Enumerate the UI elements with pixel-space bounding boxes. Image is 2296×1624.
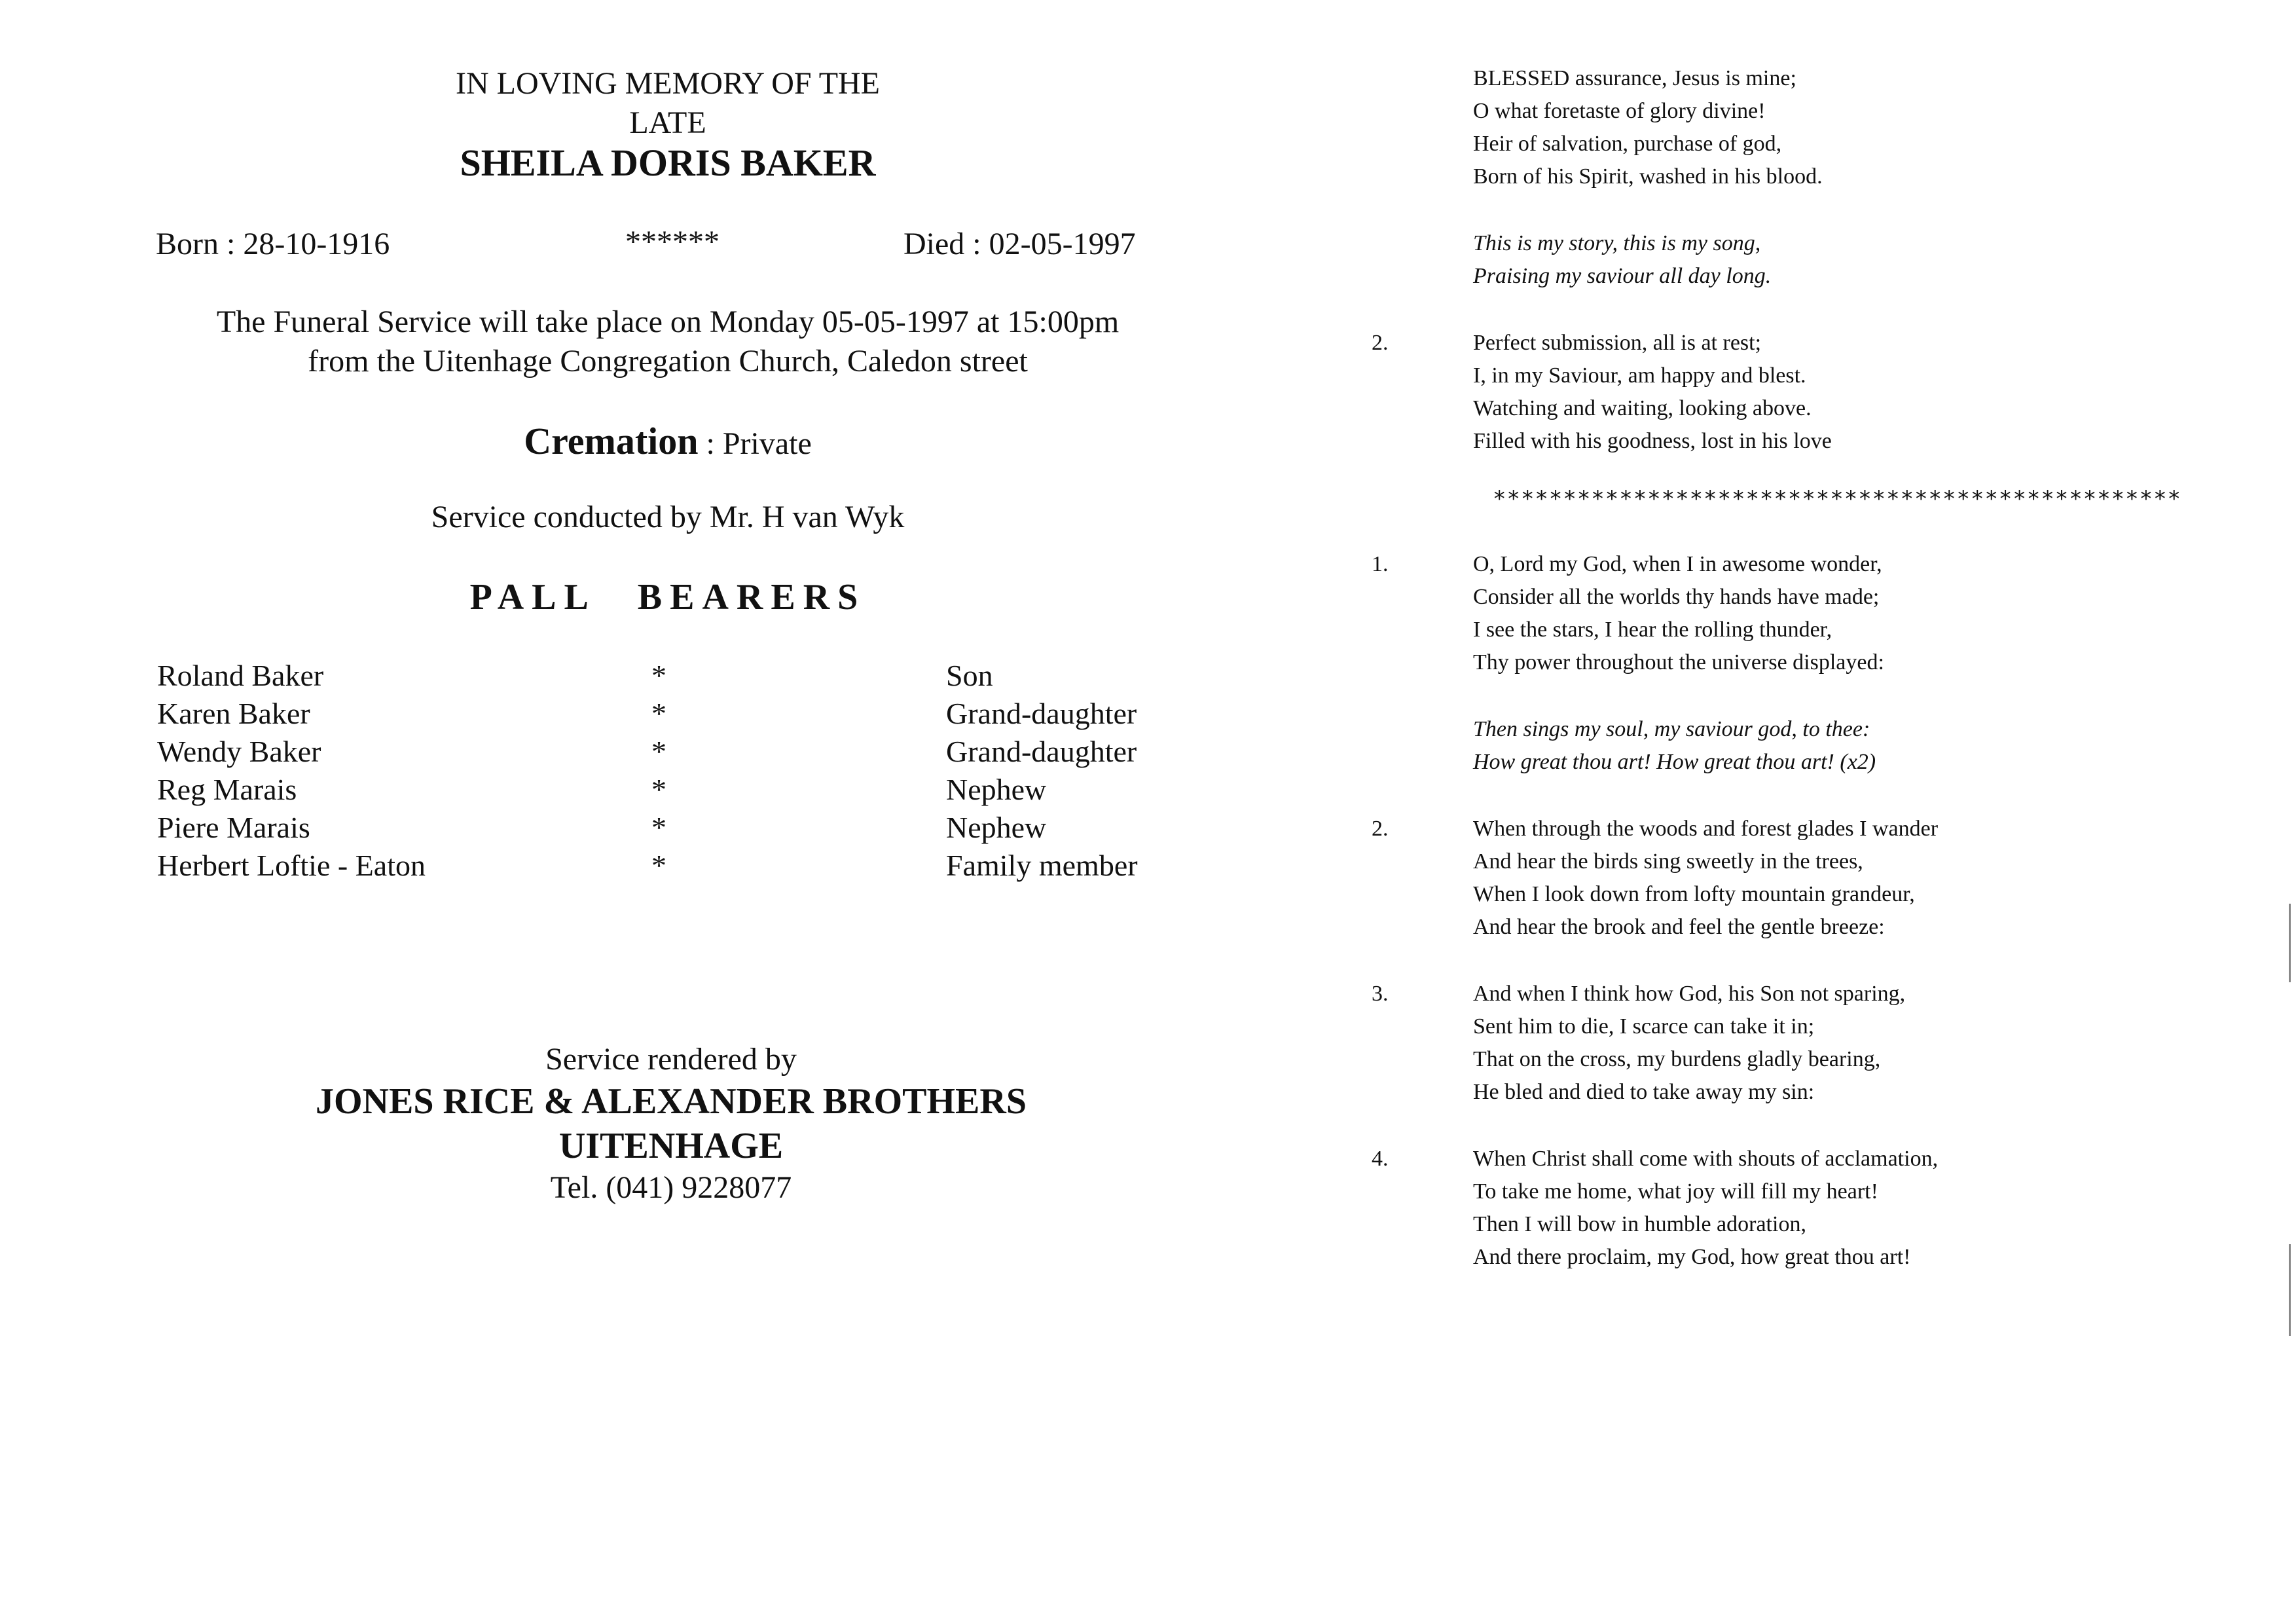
verse-line: Sent him to die, I scarce can take it in; (1473, 1014, 1815, 1039)
pall-bearer-name: Karen Baker (157, 697, 310, 730)
scan-edge-mark (2289, 904, 2291, 982)
verse-line: Consider all the worlds thy hands have made; (1473, 585, 1880, 609)
verse-number: 4. (1372, 1147, 1389, 1171)
verse-line: When I look down from lofty mountain grandeur, (1473, 882, 1915, 906)
memorial-heading-line2: LATE (629, 105, 706, 140)
pall-bearer-separator: * (651, 849, 666, 882)
pall-bearer-separator: * (651, 811, 666, 844)
verse-line: This is my story, this is my song, (1473, 231, 1761, 255)
pall-bearer-separator: * (651, 659, 666, 692)
pall-bearer-name: Herbert Loftie - Eaton (157, 849, 426, 882)
verse-line: That on the cross, my burdens gladly bearing, (1473, 1047, 1881, 1071)
verse-line: O, Lord my God, when I in awesome wonder, (1473, 552, 1882, 576)
service-conducted-by: Service conducted by Mr. H van Wyk (431, 500, 905, 534)
verse-number: 2. (1372, 331, 1389, 355)
undertaker-town: UITENHAGE (558, 1126, 784, 1166)
verse-line: And hear the birds sing sweetly in the trees, (1473, 849, 1863, 874)
hymn-chorus (1362, 713, 2265, 779)
verse-lines (1473, 978, 2265, 1109)
pall-bearer-row (157, 733, 1205, 771)
pall-bearer-name: Roland Baker (157, 659, 324, 692)
hymn-verse (1362, 327, 2265, 458)
hymn-how-great-thou-art (1362, 548, 2265, 1274)
verse-line: He bled and died to take away my sin: (1473, 1080, 1815, 1104)
pall-bearer-row (157, 809, 1205, 847)
hymn-verse (1362, 62, 2265, 193)
dates-separator: ****** (625, 225, 720, 259)
verse-line: And when I think how God, his Son not sparing, (1473, 982, 1906, 1006)
pall-bearer-relation: Nephew (946, 773, 1047, 806)
verse-lines (1473, 1143, 2265, 1274)
verse-line: To take me home, what joy will fill my heart! (1473, 1179, 1878, 1204)
verse-line: Perfect submission, all is at rest; (1473, 331, 1762, 355)
funeral-details (131, 303, 1205, 381)
pall-bearer-relation: Grand-daughter (946, 697, 1137, 730)
verse-lines (1473, 713, 2265, 779)
pall-bearer-relation: Son (946, 659, 993, 692)
verse-line: Born of his Spirit, washed in his blood. (1473, 164, 1823, 189)
pall-bearer-relation: Family member (946, 849, 1138, 882)
born-date: Born : 28-10-1916 (156, 227, 390, 261)
undertaker-name: JONES RICE & ALEXANDER BROTHERS (316, 1081, 1027, 1122)
died-date: Died : 02-05-1997 (903, 227, 1136, 261)
verse-line: When Christ shall come with shouts of acclamation, (1473, 1147, 1939, 1171)
funeral-line1: The Funeral Service will take place on Monday 05-05-1997 at 15:00pm (216, 304, 1120, 339)
undertaker-telephone: Tel. (041) 9228077 (550, 1170, 792, 1205)
pall-bearer-separator: * (651, 735, 666, 768)
verse-line: Thy power throughout the universe displayed: (1473, 650, 1884, 674)
verse-line: And there proclaim, my God, how great thou art! (1473, 1245, 1911, 1269)
cremation-info (275, 419, 1061, 463)
pall-bearer-separator: * (651, 697, 666, 730)
cremation-value: : Private (698, 426, 812, 461)
verse-lines (1473, 227, 2265, 293)
verse-line: O what foretaste of glory divine! (1473, 99, 1766, 123)
hymn-divider: ************************************************* (1493, 486, 2182, 512)
hymns-column (1362, 62, 2265, 1274)
hymn-blessed-assurance (1362, 62, 2265, 458)
verse-line: BLESSED assurance, Jesus is mine; (1473, 66, 1796, 90)
verse-line: Watching and waiting, looking above. (1473, 396, 1812, 420)
pall-bearer-row (157, 657, 1205, 695)
pall-bearer-name: Reg Marais (157, 773, 297, 806)
scan-edge-mark (2289, 1244, 2291, 1336)
verse-line: When through the woods and forest glades I wander (1473, 817, 1939, 841)
verse-line: Then I will bow in humble adoration, (1473, 1212, 1806, 1236)
service-rendered-by: Service rendered by (545, 1042, 797, 1077)
verse-number: 3. (1372, 982, 1389, 1006)
verse-line: Filled with his goodness, lost in his love (1473, 429, 1832, 453)
cremation-label: Cremation (524, 420, 699, 462)
hymn-verse (1362, 978, 2265, 1109)
verse-number: 2. (1372, 817, 1389, 841)
verse-line: How great thou art! How great thou art! (x2) (1473, 750, 1876, 774)
verse-line: I, in my Saviour, am happy and blest. (1473, 363, 1806, 388)
pall-bearer-name: Piere Marais (157, 811, 310, 844)
deceased-name: SHEILA DORIS BAKER (460, 141, 876, 184)
verse-lines (1473, 62, 2265, 193)
verse-line: And hear the brook and feel the gentle breeze: (1473, 915, 1885, 939)
verse-lines (1473, 327, 2265, 458)
pall-bearer-relation: Nephew (946, 811, 1047, 844)
pall-bearers-list (157, 657, 1205, 885)
pall-bearer-name: Wendy Baker (157, 735, 321, 768)
verse-line: Heir of salvation, purchase of god, (1473, 132, 1782, 156)
pall-bearers-heading: PALL BEARERS (469, 577, 866, 618)
verse-line: Then sings my soul, my saviour god, to thee: (1473, 717, 1870, 741)
pall-bearer-relation: Grand-daughter (946, 735, 1137, 768)
hymn-verse (1362, 1143, 2265, 1274)
pall-bearer-row (157, 847, 1205, 885)
memorial-heading-line1: IN LOVING MEMORY OF THE (456, 66, 880, 101)
funeral-line2: from the Uitenhage Congregation Church, Caledon street (308, 344, 1028, 378)
hymn-verse (1362, 813, 2265, 944)
verse-lines (1473, 813, 2265, 944)
pall-bearer-row (157, 695, 1205, 733)
verse-line: I see the stars, I hear the rolling thunder, (1473, 618, 1832, 642)
hymn-verse (1362, 548, 2265, 679)
pall-bearer-separator: * (651, 773, 666, 806)
verse-lines (1473, 548, 2265, 679)
pall-bearer-row (157, 771, 1205, 809)
verse-number: 1. (1372, 552, 1389, 576)
verse-line: Praising my saviour all day long. (1473, 264, 1772, 288)
hymn-chorus (1362, 227, 2265, 293)
